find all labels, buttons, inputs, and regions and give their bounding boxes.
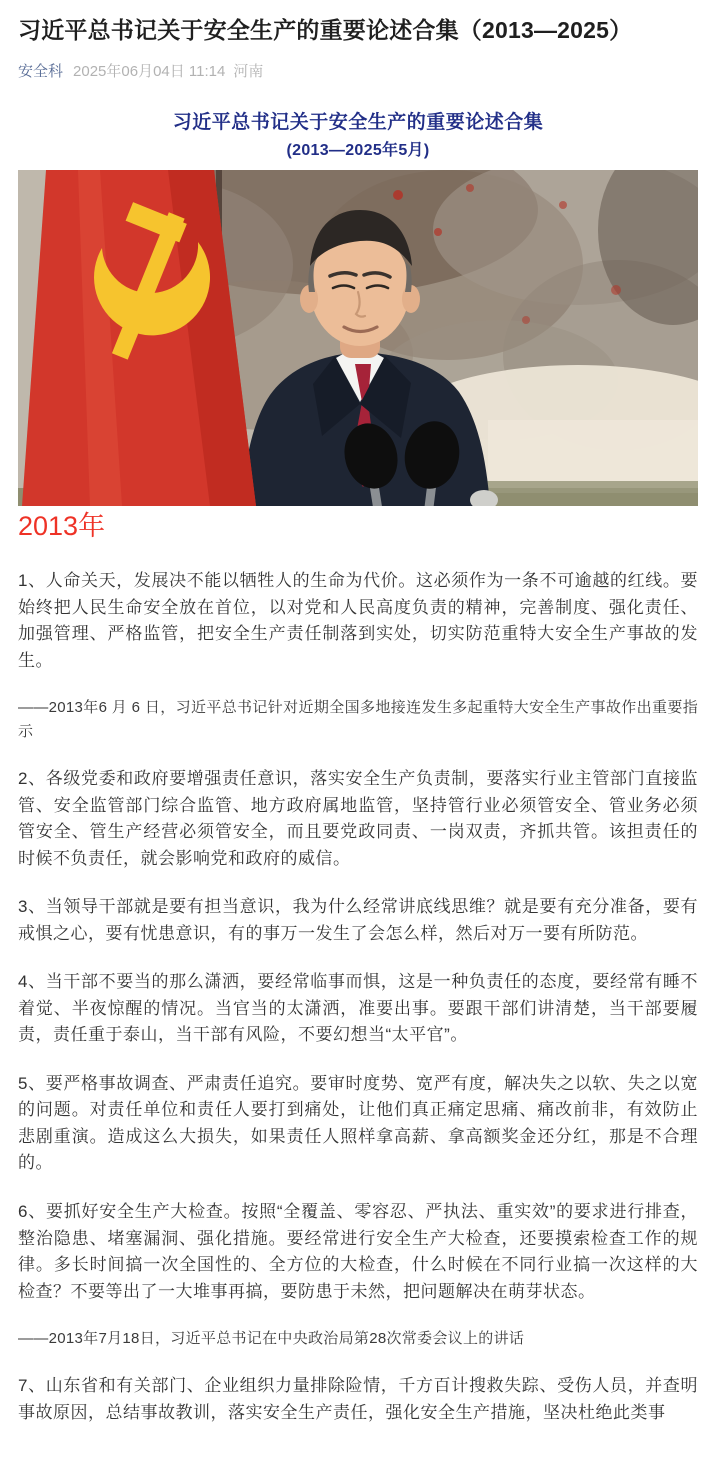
article-heading: 习近平总书记关于安全生产的重要论述合集 bbox=[172, 112, 544, 134]
author-link[interactable]: 安全科 bbox=[18, 63, 64, 81]
body-paragraph: 2、各级党委和政府要增强责任意识，落实安全生产负责制，要落实行业主管部门直接监管、安全监管部门综合监管、地方政府属地监管，坚持管行业必须管安全、管业务必须管安全、管生产经营必须管安全，而且要党政同责、一岗双责，齐抓共管。该担责任的时候不负责任，就会影响党和政府的威信。 bbox=[18, 769, 698, 868]
xi-jinping-photo[interactable] bbox=[18, 170, 698, 506]
photo-illustration bbox=[18, 170, 698, 506]
article-meta bbox=[18, 61, 698, 82]
body-paragraph: 5、要严格事故调查、严肃责任追究。要审时度势、宽严有度，解决失之以软、失之以宽的问题。对责任单位和责任人要打到痛处，让他们真正痛定思痛、痛改前非，有效防止悲剧重演。造成这么大损失，如果责任人照样拿高薪、拿高额奖金还分红，那是不合理的。 bbox=[18, 1073, 698, 1173]
article-body bbox=[18, 568, 698, 1426]
body-paragraph: 3、当领导干部就是要有担当意识，我为什么经常讲底线思维？就是要有充分准备，要有戒惧之心，要有忧患意识，有的事万一发生了会怎么样，然后对万一要有所防范。 bbox=[18, 897, 698, 943]
publish-location: 河南 bbox=[233, 63, 264, 81]
section-year-heading: 2013年 bbox=[18, 511, 106, 542]
article-subheading: (2013—2025年5月) bbox=[286, 141, 430, 159]
body-paragraph: 6、要抓好安全生产大检查。按照“全覆盖、零容忍、严执法、重实效”的要求进行排查，整治隐患、堵塞漏洞、强化措施。要经常进行安全生产大检查，还要摸索检查工作的规律。多长时间搞一次全国性的、全方位的大检查，什么时候在不同行业搞一次这样的大检查？不要等出了一大堆事再搞，要防患于未然，把问题解决在萌芽状态。 bbox=[18, 1201, 698, 1301]
body-paragraph: 1、人命关天，发展决不能以牺牲人的生命为代价。这必须作为一条不可逾越的红线。要始终把人民生命安全放在首位，以对党和人民高度负责的精神，完善制度、强化责任、加强管理、严格监管，把安全生产责任制落到实处，切实防范重特大安全生产事故的发生。 bbox=[18, 571, 698, 670]
body-paragraph: 4、当干部不要当的那么潇洒，要经常临事而惧，这是一种负责任的态度，要经常有睡不着觉、半夜惊醒的情况。当官当的太潇洒，准要出事。要跟干部们讲清楚，当干部要履责，责任重于泰山，当干部有风险，不要幻想当“太平官”。 bbox=[18, 972, 698, 1045]
publish-date: 2025年06月04日 11:14 bbox=[73, 63, 226, 81]
quote-attribution: ——2013年6 月 6 日，习近平总书记针对近期全国多地接连发生多起重特大安全生产事故作出重要指示 bbox=[18, 699, 698, 741]
body-paragraph: 7、山东省和有关部门、企业组织力量排除险情，千方百计搜救失踪、受伤人员，并查明事故原因，总结事故教训，落实安全生产责任，强化安全生产措施，坚决杜绝此类事 bbox=[18, 1376, 698, 1422]
page-title: 习近平总书记关于安全生产的重要论述合集（2013—2025） bbox=[18, 17, 633, 43]
quote-attribution: ——2013年7月18日，习近平总书记在中央政治局第28次常委会议上的讲话 bbox=[18, 1330, 525, 1348]
